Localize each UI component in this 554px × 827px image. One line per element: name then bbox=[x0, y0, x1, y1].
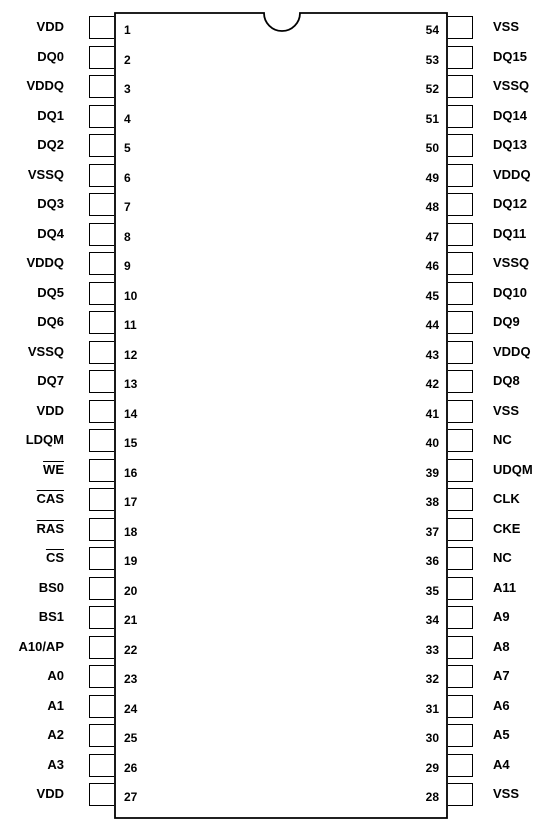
pin-40-lead bbox=[448, 429, 473, 452]
pin-43-lead bbox=[448, 341, 473, 364]
pin-22-lead bbox=[89, 636, 114, 659]
pin-36-signal-label: NC bbox=[493, 550, 512, 565]
pin-2-signal-label: DQ0 bbox=[37, 48, 64, 64]
pin-7-lead bbox=[89, 193, 114, 216]
pin-18-number-label: 18 bbox=[124, 524, 138, 539]
pin-14-signal-label: VDD bbox=[36, 402, 64, 418]
pin-50-number-label: 50 bbox=[425, 141, 439, 155]
pin-41-number-label: 41 bbox=[425, 406, 439, 421]
pin-45-signal-label: DQ10 bbox=[493, 284, 527, 300]
pin-14-number-label: 14 bbox=[124, 406, 138, 421]
pin-7-signal-label: DQ3 bbox=[37, 196, 64, 211]
pin-17-number-label: 17 bbox=[124, 495, 138, 509]
pin-32-lead bbox=[448, 665, 473, 688]
pin-16-signal-label: $\overline{WE}$ bbox=[43, 461, 64, 477]
pin-20-lead bbox=[89, 577, 114, 600]
pin-22-number-label: 22 bbox=[124, 642, 138, 657]
pin-11-number-label: 11 bbox=[124, 318, 137, 332]
pin-39-number-label: 39 bbox=[425, 465, 439, 480]
pin-8-number-label: 8 bbox=[124, 229, 131, 244]
pin-13-lead bbox=[89, 370, 114, 393]
pin-25-number-label: 25 bbox=[124, 731, 138, 745]
pin-30-number-label: 30 bbox=[425, 731, 439, 745]
pin-8-signal-label: DQ4 bbox=[37, 225, 64, 241]
pin-14-lead bbox=[89, 400, 114, 423]
pin-23-number-label: 23 bbox=[124, 672, 138, 686]
pin-33-lead bbox=[448, 636, 473, 659]
pin-46-signal-label: VSSQ bbox=[493, 255, 530, 270]
pin-40-number-label: 40 bbox=[425, 436, 439, 450]
pin-4-lead bbox=[89, 105, 114, 128]
pin-48-lead bbox=[448, 193, 473, 216]
pin-35-lead bbox=[448, 577, 473, 600]
pin-36-lead bbox=[448, 547, 473, 570]
pin-30-lead bbox=[448, 724, 473, 747]
pin-26-signal-label: A3 bbox=[47, 756, 64, 772]
pin-16-number-label: 16 bbox=[124, 465, 138, 480]
pin-34-number-label: 34 bbox=[425, 613, 439, 627]
pin-20-signal-label: BS0 bbox=[38, 579, 64, 595]
pin-47-signal-label: DQ11 bbox=[493, 225, 527, 241]
pin-27-lead bbox=[89, 783, 114, 806]
pin-44-signal-label: DQ9 bbox=[493, 314, 520, 329]
pin-31-signal-label: A6 bbox=[493, 697, 510, 713]
pin-23-lead bbox=[89, 665, 114, 688]
pin-38-signal-label: CLK bbox=[493, 491, 520, 506]
pin-1-signal-label: VDD bbox=[36, 19, 64, 34]
pin-12-lead bbox=[89, 341, 114, 364]
pin-51-lead bbox=[448, 105, 473, 128]
pin-3-signal-label: VDDQ bbox=[26, 78, 64, 93]
pin-29-lead bbox=[448, 754, 473, 777]
pin-20-number-label: 20 bbox=[124, 583, 138, 598]
pin-42-signal-label: DQ8 bbox=[493, 373, 520, 388]
pin-29-signal-label: A4 bbox=[493, 756, 510, 772]
pin-45-number-label: 45 bbox=[425, 288, 439, 303]
pin-4-signal-label: DQ1 bbox=[37, 107, 64, 123]
pin-12-number-label: 12 bbox=[124, 347, 138, 362]
pin-27-signal-label: VDD bbox=[36, 786, 64, 801]
pin-26-number-label: 26 bbox=[124, 760, 138, 775]
pin-1-lead bbox=[89, 16, 114, 39]
pin-29-number-label: 29 bbox=[425, 760, 439, 775]
pin-49-number-label: 49 bbox=[425, 170, 439, 185]
pin-54-number-label: 54 bbox=[425, 23, 439, 37]
pin-10-signal-label: DQ5 bbox=[37, 284, 64, 300]
pin-50-signal-label: DQ13 bbox=[493, 137, 527, 152]
pin-53-signal-label: DQ15 bbox=[493, 48, 527, 64]
pin-41-signal-label: VSS bbox=[493, 402, 520, 418]
pin-1-number-label: 1 bbox=[124, 23, 131, 37]
pin-50-lead bbox=[448, 134, 473, 157]
pin-44-lead bbox=[448, 311, 473, 334]
pin-31-lead bbox=[448, 695, 473, 718]
pin-38-lead bbox=[448, 488, 473, 511]
chip-package-outline bbox=[114, 12, 448, 819]
pin-49-lead bbox=[448, 164, 473, 187]
pin-24-signal-label: A1 bbox=[47, 697, 64, 713]
pin-9-number-label: 9 bbox=[124, 259, 131, 273]
pin-21-signal-label: BS1 bbox=[38, 609, 64, 624]
pin-6-lead bbox=[89, 164, 114, 187]
pin-46-lead bbox=[448, 252, 473, 275]
pin-31-number-label: 31 bbox=[425, 701, 439, 716]
pin-18-lead bbox=[89, 518, 114, 541]
pin-3-lead bbox=[89, 75, 114, 98]
pin-40-signal-label: NC bbox=[493, 432, 512, 447]
pin-42-lead bbox=[448, 370, 473, 393]
pin-9-lead bbox=[89, 252, 114, 275]
pin-25-signal-label: A2 bbox=[47, 727, 64, 742]
pin-37-number-label: 37 bbox=[425, 524, 439, 539]
pin-39-lead bbox=[448, 459, 473, 482]
pin-52-lead bbox=[448, 75, 473, 98]
pin-37-signal-label: CKE bbox=[493, 520, 521, 536]
pin-30-signal-label: A5 bbox=[493, 727, 510, 742]
pin-11-lead bbox=[89, 311, 114, 334]
pin-2-number-label: 2 bbox=[124, 52, 131, 67]
pin-48-number-label: 48 bbox=[425, 200, 439, 214]
pin-6-signal-label: VSSQ bbox=[27, 166, 64, 182]
pin-48-signal-label: DQ12 bbox=[493, 196, 527, 211]
pin-21-lead bbox=[89, 606, 114, 629]
pin-9-signal-label: VDDQ bbox=[26, 255, 64, 270]
pin-43-signal-label: VDDQ bbox=[493, 343, 531, 359]
pin-47-lead bbox=[448, 223, 473, 246]
pin-3-number-label: 3 bbox=[124, 82, 131, 96]
pin-19-number-label: 19 bbox=[124, 554, 138, 568]
pin-36-number-label: 36 bbox=[425, 554, 439, 568]
pin-16-lead bbox=[89, 459, 114, 482]
pin-10-lead bbox=[89, 282, 114, 305]
pin-10-number-label: 10 bbox=[124, 288, 138, 303]
pin-5-signal-label: DQ2 bbox=[37, 137, 64, 152]
pin-12-signal-label: VSSQ bbox=[27, 343, 64, 359]
pin-39-signal-label: UDQM bbox=[493, 461, 533, 477]
pin-45-lead bbox=[448, 282, 473, 305]
pin-34-lead bbox=[448, 606, 473, 629]
pin-43-number-label: 43 bbox=[425, 347, 439, 362]
pin-49-signal-label: VDDQ bbox=[493, 166, 531, 182]
pin-54-lead bbox=[448, 16, 473, 39]
pin-28-number-label: 28 bbox=[425, 790, 439, 804]
pin-11-signal-label: DQ6 bbox=[37, 314, 64, 329]
pin-17-signal-label: $\overline{CAS}$ bbox=[36, 491, 64, 506]
pin-35-number-label: 35 bbox=[425, 583, 439, 598]
pin-13-number-label: 13 bbox=[124, 377, 138, 391]
pin-5-lead bbox=[89, 134, 114, 157]
pin-53-number-label: 53 bbox=[425, 52, 439, 67]
pin-21-number-label: 21 bbox=[124, 613, 138, 627]
pin-46-number-label: 46 bbox=[425, 259, 439, 273]
pin-34-signal-label: A9 bbox=[493, 609, 510, 624]
pin-23-signal-label: A0 bbox=[47, 668, 64, 683]
pin-32-number-label: 32 bbox=[425, 672, 439, 686]
pin-37-lead bbox=[448, 518, 473, 541]
pin-15-number-label: 15 bbox=[124, 436, 138, 450]
pin-17-lead bbox=[89, 488, 114, 511]
pin-52-signal-label: VSSQ bbox=[493, 78, 530, 93]
pin-15-signal-label: LDQM bbox=[25, 432, 64, 447]
pin-54-signal-label: VSS bbox=[493, 19, 520, 34]
pin-8-lead bbox=[89, 223, 114, 246]
pin-4-number-label: 4 bbox=[124, 111, 131, 126]
pin-28-signal-label: VSS bbox=[493, 786, 520, 801]
pin-33-number-label: 33 bbox=[425, 642, 439, 657]
pin-15-lead bbox=[89, 429, 114, 452]
pin-26-lead bbox=[89, 754, 114, 777]
pin-13-signal-label: DQ7 bbox=[37, 373, 64, 388]
pin-19-signal-label: $\overline{CS}$ bbox=[45, 550, 64, 565]
pin-2-lead bbox=[89, 46, 114, 69]
pin-24-lead bbox=[89, 695, 114, 718]
pin-53-lead bbox=[448, 46, 473, 69]
pin-22-signal-label: A10/AP bbox=[18, 638, 64, 654]
pin-51-signal-label: DQ14 bbox=[493, 107, 527, 123]
pin-52-number-label: 52 bbox=[425, 82, 439, 96]
pin-44-number-label: 44 bbox=[425, 318, 439, 332]
pin-28-lead bbox=[448, 783, 473, 806]
pin-42-number-label: 42 bbox=[425, 377, 439, 391]
pin-32-signal-label: A7 bbox=[493, 668, 510, 683]
pin-6-number-label: 6 bbox=[124, 170, 131, 185]
pin-41-lead bbox=[448, 400, 473, 423]
pin-5-number-label: 5 bbox=[124, 141, 131, 155]
pin-38-number-label: 38 bbox=[425, 495, 439, 509]
pin-35-signal-label: A11 bbox=[493, 579, 517, 595]
pin-27-number-label: 27 bbox=[124, 790, 138, 804]
pin-18-signal-label: $\overline{RAS}$ bbox=[36, 520, 64, 536]
pin-47-number-label: 47 bbox=[425, 229, 439, 244]
pin-24-number-label: 24 bbox=[124, 701, 138, 716]
pin-33-signal-label: A8 bbox=[493, 638, 510, 654]
pin-7-number-label: 7 bbox=[124, 200, 131, 214]
pin-25-lead bbox=[89, 724, 114, 747]
pin-19-lead bbox=[89, 547, 114, 570]
pin-51-number-label: 51 bbox=[425, 111, 439, 126]
